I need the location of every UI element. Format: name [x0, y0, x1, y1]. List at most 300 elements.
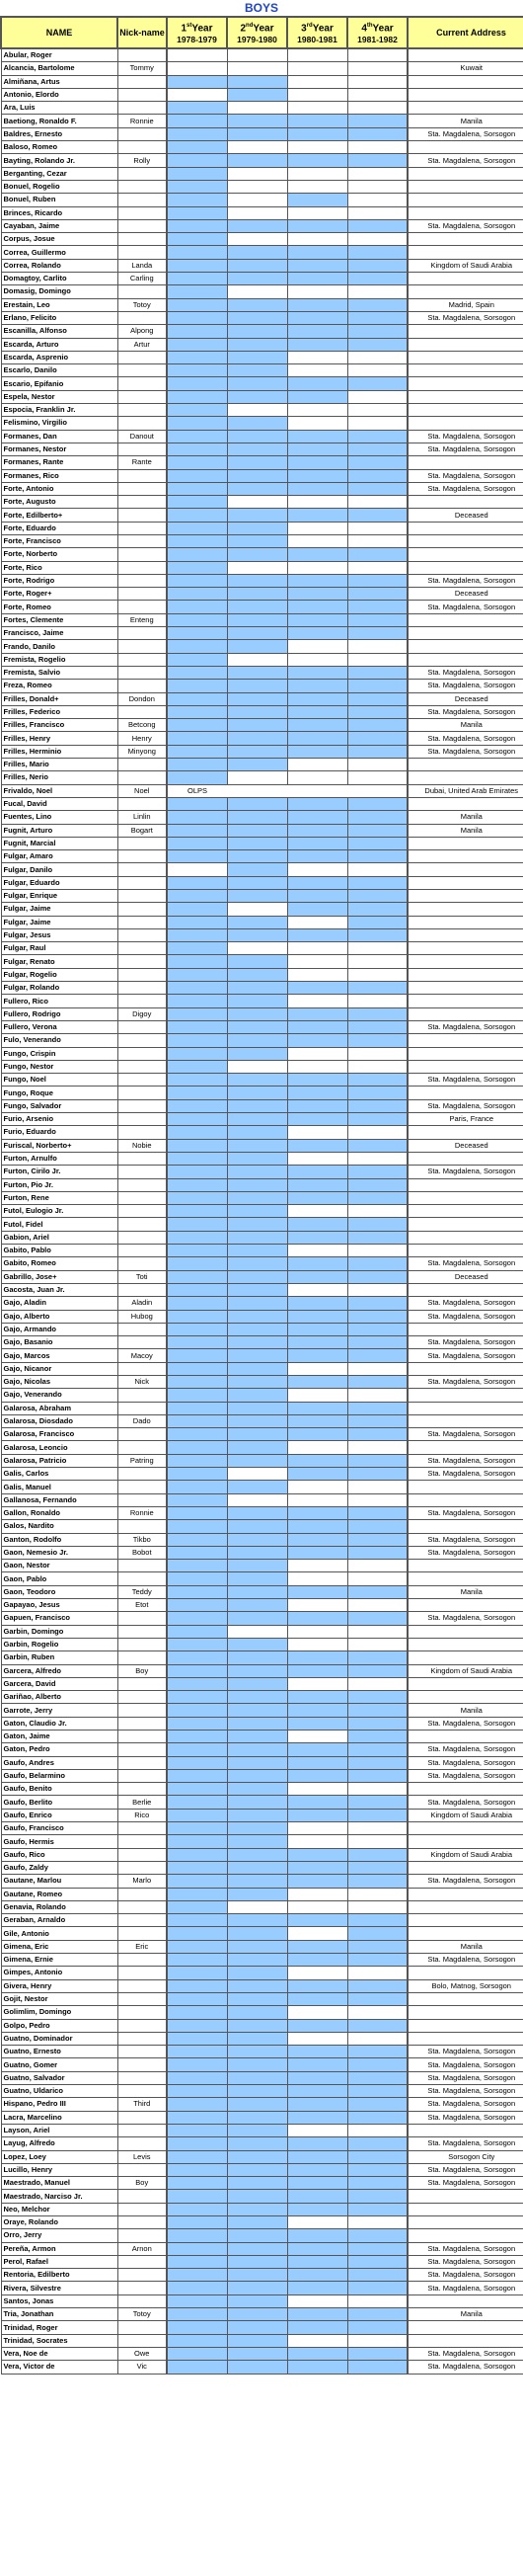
- year-1-cell: [167, 1166, 227, 1178]
- year-1-number: 1: [181, 23, 187, 35]
- student-nickname: [117, 1888, 167, 1900]
- student-name: Gajo, Nicolas: [1, 1375, 117, 1388]
- current-address: [408, 955, 523, 968]
- student-nickname: [117, 390, 167, 403]
- year-3-cell: [287, 377, 347, 390]
- student-name: Perol, Rafael: [1, 2255, 117, 2268]
- table-row: [1, 1822, 523, 1835]
- year-2-cell: [227, 325, 287, 338]
- year-4-cell: [347, 2071, 408, 2084]
- year-2-cell: [227, 1704, 287, 1717]
- year-3-cell: [287, 850, 347, 863]
- year-4-cell: [347, 640, 408, 653]
- year-3-cell: [287, 2137, 347, 2150]
- table-row: [1, 2242, 523, 2255]
- current-address: [408, 194, 523, 206]
- year-1-cell: [167, 1074, 227, 1087]
- year-1-cell: [167, 824, 227, 837]
- year-2-cell: [227, 141, 287, 154]
- year-4-cell: [347, 390, 408, 403]
- student-name: Lucillo, Henry: [1, 2163, 117, 2176]
- table-row: [1, 1664, 523, 1677]
- student-nickname: [117, 995, 167, 1007]
- year-1-cell: [167, 2294, 227, 2307]
- year-3-cell: [287, 154, 347, 167]
- year-2-cell: [227, 1389, 287, 1402]
- student-name: Fullero, Rico: [1, 995, 117, 1007]
- year-4-cell: [347, 1599, 408, 1612]
- year-2-cell: [227, 2111, 287, 2124]
- year-1-cell: [167, 653, 227, 666]
- student-name: Frando, Danilo: [1, 640, 117, 653]
- year-4-cell: [347, 154, 408, 167]
- current-address: [408, 1888, 523, 1900]
- student-name: Domagtoy, Carlito: [1, 273, 117, 285]
- table-row: [1, 1362, 523, 1375]
- year-3-cell: [287, 1625, 347, 1638]
- current-address: [408, 2203, 523, 2215]
- year-1-cell: [167, 2098, 227, 2111]
- year-3-cell: [287, 2229, 347, 2242]
- year-1-cell: [167, 1428, 227, 1441]
- student-nickname: [117, 534, 167, 547]
- year-2-cell: [227, 1245, 287, 1257]
- year-1-cell: [167, 1087, 227, 1099]
- year-2-cell: [227, 1375, 287, 1388]
- table-row: [1, 1191, 523, 1204]
- year-3-cell: [287, 2150, 347, 2163]
- year-3-cell: [287, 141, 347, 154]
- year-2-cell: [227, 1612, 287, 1625]
- year-1-cell: [167, 2124, 227, 2136]
- table-row: [1, 1599, 523, 1612]
- year-2-cell: [227, 1927, 287, 1940]
- year-4-cell: [347, 719, 408, 732]
- student-name: Gile, Antonio: [1, 1927, 117, 1940]
- year-3-cell: [287, 2071, 347, 2084]
- year-2-cell: [227, 1940, 287, 1953]
- current-address: Sta. Magdalena, Sorsogon: [408, 1375, 523, 1388]
- student-nickname: [117, 1060, 167, 1073]
- table-row: [1, 1428, 523, 1441]
- current-address: Manila: [408, 719, 523, 732]
- year-2-cell: [227, 2058, 287, 2071]
- current-address: Kingdom of Saudi Arabia: [408, 1664, 523, 1677]
- year-4-cell: [347, 1047, 408, 1060]
- year-1-cell: [167, 1375, 227, 1388]
- year-1-cell: [167, 1954, 227, 1967]
- student-nickname: [117, 285, 167, 298]
- year-2-cell: [227, 1468, 287, 1481]
- year-3-cell: [287, 588, 347, 601]
- year-3-cell: [287, 298, 347, 311]
- current-address: [408, 1572, 523, 1585]
- year-4-cell: [347, 995, 408, 1007]
- year-3-cell: [287, 2255, 347, 2268]
- year-4-cell: [347, 246, 408, 259]
- year-1-cell: [167, 942, 227, 955]
- student-nickname: [117, 1704, 167, 1717]
- year-1-cell: [167, 1914, 227, 1927]
- current-address: [408, 1731, 523, 1743]
- year-3-cell: [287, 1349, 347, 1362]
- student-nickname: Aladin: [117, 1297, 167, 1310]
- year-4-cell: [347, 102, 408, 115]
- student-name: Furton, Rene: [1, 1191, 117, 1204]
- year-4-cell: [347, 2098, 408, 2111]
- student-name: Frivaldo, Noel: [1, 784, 117, 797]
- year-4-cell: [347, 75, 408, 88]
- student-name: Fungo, Roque: [1, 1087, 117, 1099]
- year-4-cell: [347, 942, 408, 955]
- student-name: Gaufo, Hermis: [1, 1835, 117, 1848]
- year-2-cell: [227, 1074, 287, 1087]
- year-2-cell: [227, 2071, 287, 2084]
- student-nickname: [117, 1861, 167, 1874]
- student-name: Gaon, Nestor: [1, 1560, 117, 1572]
- year-2-cell: [227, 1506, 287, 1519]
- student-name: Espocia, Franklin Jr.: [1, 404, 117, 417]
- year-1-cell: [167, 1783, 227, 1796]
- year-3-cell: [287, 1599, 347, 1612]
- year-1-cell: [167, 482, 227, 495]
- year-3-cell: [287, 259, 347, 272]
- year-2-cell: [227, 745, 287, 758]
- table-row: [1, 219, 523, 232]
- year-4-cell: [347, 1546, 408, 1559]
- current-address: [408, 1651, 523, 1664]
- year-2-cell: [227, 102, 287, 115]
- table-row: [1, 759, 523, 771]
- nickname-column-header: Nick-name: [117, 17, 167, 48]
- year-3-cell: [287, 1007, 347, 1020]
- student-name: Correa, Rolando: [1, 259, 117, 272]
- year-1-cell: [167, 1704, 227, 1717]
- table-row: [1, 2361, 523, 2374]
- year-1-cell: [167, 1323, 227, 1335]
- student-nickname: [117, 2282, 167, 2294]
- student-nickname: [117, 1900, 167, 1913]
- year-1-cell: [167, 1191, 227, 1204]
- student-nickname: Vic: [117, 2361, 167, 2374]
- student-name: Fulgar, Rogelio: [1, 968, 117, 981]
- student-nickname: [117, 1914, 167, 1927]
- year-4-cell: [347, 1533, 408, 1546]
- student-nickname: [117, 850, 167, 863]
- year-2-cell: [227, 601, 287, 613]
- year-2-cell: [227, 1362, 287, 1375]
- year-3-cell: [287, 2308, 347, 2321]
- year-4-cell: [347, 2269, 408, 2282]
- student-nickname: [117, 1769, 167, 1782]
- student-name: Correa, Guillermo: [1, 246, 117, 259]
- student-name: Fugnit, Arturo: [1, 824, 117, 837]
- current-address: [408, 613, 523, 626]
- student-nickname: [117, 2137, 167, 2150]
- table-row: [1, 1020, 523, 1033]
- year-4-cell: [347, 1625, 408, 1638]
- student-name: Gajo, Basanio: [1, 1336, 117, 1349]
- table-row: [1, 1178, 523, 1191]
- year-3-cell: [287, 1257, 347, 1270]
- current-address: [408, 1231, 523, 1244]
- year-3-cell: [287, 1888, 347, 1900]
- student-name: Galos, Nardito: [1, 1520, 117, 1533]
- student-name: Baldres, Ernesto: [1, 127, 117, 140]
- current-address: [408, 2006, 523, 2019]
- student-nickname: [117, 680, 167, 692]
- year-2-cell: [227, 430, 287, 443]
- table-row: [1, 417, 523, 430]
- year-4-cell: [347, 1717, 408, 1730]
- year-3-cell: [287, 1113, 347, 1126]
- current-address: [408, 1691, 523, 1704]
- year-1-cell: [167, 640, 227, 653]
- year-2-cell: [227, 2177, 287, 2190]
- year-3-cell: [287, 48, 347, 62]
- year-1-cell: [167, 837, 227, 849]
- year-3-cell: [287, 2111, 347, 2124]
- current-address: Sta. Magdalena, Sorsogon: [408, 1020, 523, 1033]
- table-row: [1, 2058, 523, 2071]
- student-name: Formanes, Rico: [1, 469, 117, 482]
- year-1-cell: [167, 2321, 227, 2334]
- year-4-cell: [347, 811, 408, 824]
- year-1-cell: [167, 2255, 227, 2268]
- student-nickname: [117, 2071, 167, 2084]
- current-address: [408, 2321, 523, 2334]
- table-row: [1, 1560, 523, 1572]
- student-name: Fungo, Crispin: [1, 1047, 117, 1060]
- year-3-cell: [287, 942, 347, 955]
- year-3-cell: [287, 1205, 347, 1218]
- current-address: [408, 1560, 523, 1572]
- student-name: Gabito, Pablo: [1, 1245, 117, 1257]
- year-2-cell: [227, 2334, 287, 2347]
- table-row: [1, 206, 523, 219]
- year-2-cell: [227, 1783, 287, 1796]
- current-address: Sta. Magdalena, Sorsogon: [408, 469, 523, 482]
- year-4-cell: [347, 1664, 408, 1677]
- year-2-word: Year: [253, 23, 274, 35]
- year-4-cell: [347, 1389, 408, 1402]
- year-1-cell: [167, 1007, 227, 1020]
- current-address: Manila: [408, 811, 523, 824]
- student-name: Garcera, David: [1, 1677, 117, 1690]
- student-name: Gimena, Eric: [1, 1940, 117, 1953]
- current-address: [408, 1047, 523, 1060]
- student-nickname: [117, 1336, 167, 1349]
- year-1-cell: [167, 417, 227, 430]
- student-nickname: [117, 2111, 167, 2124]
- year-4-cell: [347, 1297, 408, 1310]
- student-name: Trinidad, Socrates: [1, 2334, 117, 2347]
- current-address: Sta. Magdalena, Sorsogon: [408, 2111, 523, 2124]
- year-1-cell: [167, 1520, 227, 1533]
- year-1-cell: [167, 219, 227, 232]
- student-name: Bonuel, Ruben: [1, 194, 117, 206]
- year-4-cell: [347, 1310, 408, 1323]
- student-name: Vera, Victor de: [1, 2361, 117, 2374]
- current-address: Sta. Magdalena, Sorsogon: [408, 1349, 523, 1362]
- year-4-cell: [347, 2294, 408, 2307]
- current-address: [408, 1493, 523, 1506]
- table-row: [1, 1493, 523, 1506]
- year-4-cell: [347, 2019, 408, 2032]
- year-4-cell: [347, 2242, 408, 2255]
- year-3-cell: [287, 2124, 347, 2136]
- table-row: [1, 1454, 523, 1467]
- year-1-cell: [167, 1940, 227, 1953]
- table-row: [1, 1047, 523, 1060]
- year-1-cell: [167, 311, 227, 324]
- year-2-cell: [227, 995, 287, 1007]
- student-name: Galarosa, Patricio: [1, 1454, 117, 1467]
- year-3-cell: [287, 995, 347, 1007]
- year-4-cell: [347, 1166, 408, 1178]
- student-nickname: [117, 1651, 167, 1664]
- year-3-cell: [287, 613, 347, 626]
- year-1-cell: [167, 48, 227, 62]
- student-nickname: [117, 968, 167, 981]
- year-3-cell: [287, 561, 347, 574]
- year-3-cell: [287, 653, 347, 666]
- year-4-cell: [347, 574, 408, 587]
- year-4-cell: [347, 968, 408, 981]
- student-name: Gaufo, Belarmino: [1, 1769, 117, 1782]
- student-nickname: Noel: [117, 784, 167, 797]
- student-name: Frilles, Henry: [1, 732, 117, 745]
- table-row: [1, 1704, 523, 1717]
- student-name: Forte, Romeo: [1, 601, 117, 613]
- page-title: BOYS: [244, 1, 278, 15]
- student-nickname: [117, 1099, 167, 1112]
- table-row: [1, 1414, 523, 1427]
- header-row: [1, 17, 523, 48]
- year-2-cell: [227, 627, 287, 640]
- current-address: Madrid, Spain: [408, 298, 523, 311]
- year-2-cell: [227, 1323, 287, 1335]
- year-4-cell: [347, 903, 408, 916]
- year-4-cell: [347, 692, 408, 705]
- year-3-cell: [287, 1546, 347, 1559]
- year-3-cell: [287, 719, 347, 732]
- table-row: [1, 1468, 523, 1481]
- current-address: [408, 995, 523, 1007]
- year-4-cell: [347, 627, 408, 640]
- student-name: Erestain, Leo: [1, 298, 117, 311]
- current-address: [408, 1835, 523, 1848]
- year-3-cell: [287, 1493, 347, 1506]
- current-address: [408, 141, 523, 154]
- student-nickname: [117, 1362, 167, 1375]
- table-row: [1, 1113, 523, 1126]
- table-row: [1, 311, 523, 324]
- student-name: Forte, Roger+: [1, 588, 117, 601]
- year-4-cell: [347, 2124, 408, 2136]
- student-name: Galarosa, Leoncio: [1, 1441, 117, 1454]
- student-nickname: [117, 1677, 167, 1690]
- year-1-cell: [167, 1796, 227, 1809]
- year-4-cell: [347, 1520, 408, 1533]
- table-row: [1, 784, 523, 797]
- year-1-cell: [167, 127, 227, 140]
- year-4-cell: [347, 1756, 408, 1769]
- year-3-cell: [287, 88, 347, 101]
- year-3-cell: [287, 1875, 347, 1888]
- year-2-cell: [227, 2032, 287, 2045]
- table-row: [1, 167, 523, 180]
- year-4-cell: [347, 1087, 408, 1099]
- year-1-cell: [167, 259, 227, 272]
- year-3-cell: [287, 404, 347, 417]
- year-1-cell: [167, 1178, 227, 1191]
- current-address: Sta. Magdalena, Sorsogon: [408, 1506, 523, 1519]
- year-2-cell: [227, 928, 287, 941]
- year-2-cell: [227, 1717, 287, 1730]
- student-nickname: [117, 219, 167, 232]
- year-1-cell: [167, 167, 227, 180]
- current-address: [408, 1625, 523, 1638]
- table-row: [1, 863, 523, 876]
- year-2-cell: [227, 1625, 287, 1638]
- year-3-cell: [287, 1704, 347, 1717]
- current-address: [408, 88, 523, 101]
- year-1-cell: [167, 62, 227, 75]
- year-4-cell: [347, 1191, 408, 1204]
- year-4-cell: [347, 1402, 408, 1414]
- year-4-cell: [347, 1848, 408, 1861]
- year-4-cell: [347, 456, 408, 469]
- year-3-cell: [287, 1664, 347, 1677]
- year-2-cell: [227, 180, 287, 193]
- year-1-cell: [167, 469, 227, 482]
- student-nickname: [117, 955, 167, 968]
- year-1-cell: [167, 2203, 227, 2215]
- table-row: [1, 2229, 523, 2242]
- student-nickname: [117, 1756, 167, 1769]
- student-nickname: Nick: [117, 1375, 167, 1388]
- student-name: Gajo, Nicanor: [1, 1362, 117, 1375]
- student-name: Escarlo, Danilo: [1, 364, 117, 377]
- year-2-cell: [227, 1967, 287, 1979]
- student-nickname: [117, 88, 167, 101]
- year-1-cell: [167, 1283, 227, 1296]
- table-row: [1, 1585, 523, 1598]
- year-1-cell: [167, 75, 227, 88]
- current-address: [408, 246, 523, 259]
- year-1-cell: [167, 719, 227, 732]
- year-2-cell: [227, 2255, 287, 2268]
- year-4-cell: [347, 1270, 408, 1283]
- table-row: [1, 1638, 523, 1650]
- year-3-cell: [287, 1468, 347, 1481]
- student-nickname: [117, 1572, 167, 1585]
- table-row: [1, 627, 523, 640]
- student-name: Formanes, Dan: [1, 430, 117, 443]
- student-nickname: [117, 2255, 167, 2268]
- current-address: [408, 1967, 523, 1979]
- year-3-cell: [287, 1796, 347, 1809]
- year-1-cell: [167, 1848, 227, 1861]
- current-address: Deceased: [408, 509, 523, 522]
- student-nickname: [117, 1178, 167, 1191]
- year-4-cell: [347, 2046, 408, 2058]
- current-address: Sta. Magdalena, Sorsogon: [408, 1533, 523, 1546]
- year-4-cell: [347, 863, 408, 876]
- student-nickname: Betcong: [117, 719, 167, 732]
- table-row: [1, 797, 523, 810]
